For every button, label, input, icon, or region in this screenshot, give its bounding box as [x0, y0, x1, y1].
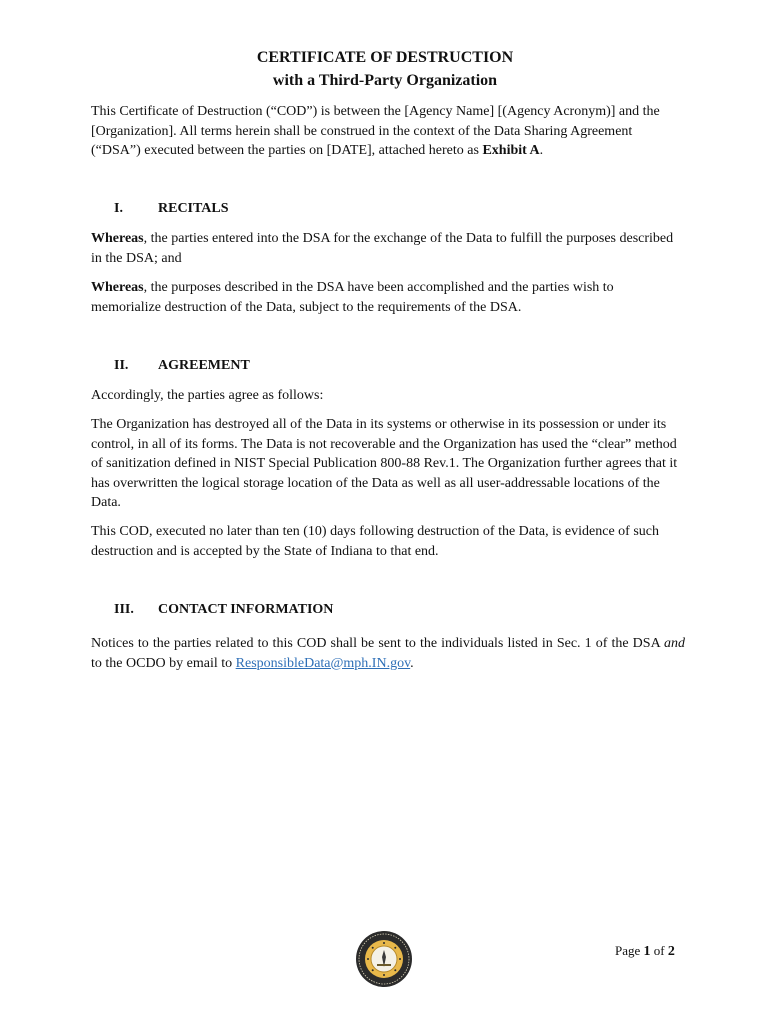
page-label: Page [615, 943, 644, 958]
whereas-label: Whereas [91, 231, 144, 246]
recital-paragraph [91, 278, 685, 317]
page-of: of [650, 943, 668, 958]
section-title: AGREEMENT [158, 358, 250, 373]
document-subtitle: with a Third-Party Organization [272, 72, 498, 89]
section-heading-recitals [114, 199, 229, 218]
section-heading-agreement [114, 356, 250, 375]
contact-paragraph [91, 634, 685, 673]
agreement-paragraph: The Organization has destroyed all of the Data in its systems or otherwise in its possession or under its control, in all of its forms. The Data is not recoverable and the Organization has used the “clear” method of sanitization defined in NIST Special Publication 800-88 Rev.1. The Organization further agrees that it has overwritten the logical storage location of the Data as well as all user-addressable locations of the Data. [91, 417, 678, 510]
intro-paragraph [91, 102, 685, 161]
page-number [615, 942, 675, 961]
intro-text-end: . [539, 143, 544, 158]
page-current: 1 [643, 944, 651, 959]
section-number: II. [114, 358, 129, 373]
recital-text: , the parties entered into the DSA for the exchange of the Data to fulfill the purposes described in the DSA; and [91, 231, 674, 266]
document-title: CERTIFICATE OF DESTRUCTION [256, 49, 514, 66]
section-title: RECITALS [158, 201, 229, 216]
contact-text-end: . [410, 655, 414, 671]
page-total: 2 [667, 944, 675, 959]
section-number: III. [114, 602, 134, 617]
contact-emphasis: and [664, 636, 685, 651]
section-heading-contact [114, 600, 333, 619]
contact-text: to the OCDO by email to [91, 655, 236, 671]
agreement-paragraph: Accordingly, the parties agree as follows: [91, 388, 324, 403]
intro-text: This Certificate of Destruction (“COD”) is between the [Agency Name] [(Agency Acronym)] and the [Organization]. All terms herein shall be construed in the context of the Data Sharing Agreement (“DSA”) executed between the parties on [DATE], attached hereto as [91, 104, 660, 158]
contact-text: Notices to the parties related to this COD shall be sent to the individuals listed in Sec. 1 of the DSA [91, 636, 664, 651]
whereas-label: Whereas [91, 280, 144, 295]
section-title: CONTACT INFORMATION [158, 602, 334, 617]
recital-text: , the purposes described in the DSA have been accomplished and the parties wish to memorialize destruction of the Data, subject to the requirements of the DSA. [91, 280, 614, 315]
agreement-paragraph: This COD, executed no later than ten (10) days following destruction of the Data, is evidence of such destruction and is accepted by the State of Indiana to that end. [91, 524, 660, 559]
section-number: I. [114, 201, 123, 216]
exhibit-reference: Exhibit A [482, 143, 540, 158]
indiana-state-seal-icon [355, 930, 413, 988]
recital-paragraph [91, 229, 685, 268]
email-link[interactable]: ResponsibleData@mph.IN.gov [235, 655, 411, 671]
